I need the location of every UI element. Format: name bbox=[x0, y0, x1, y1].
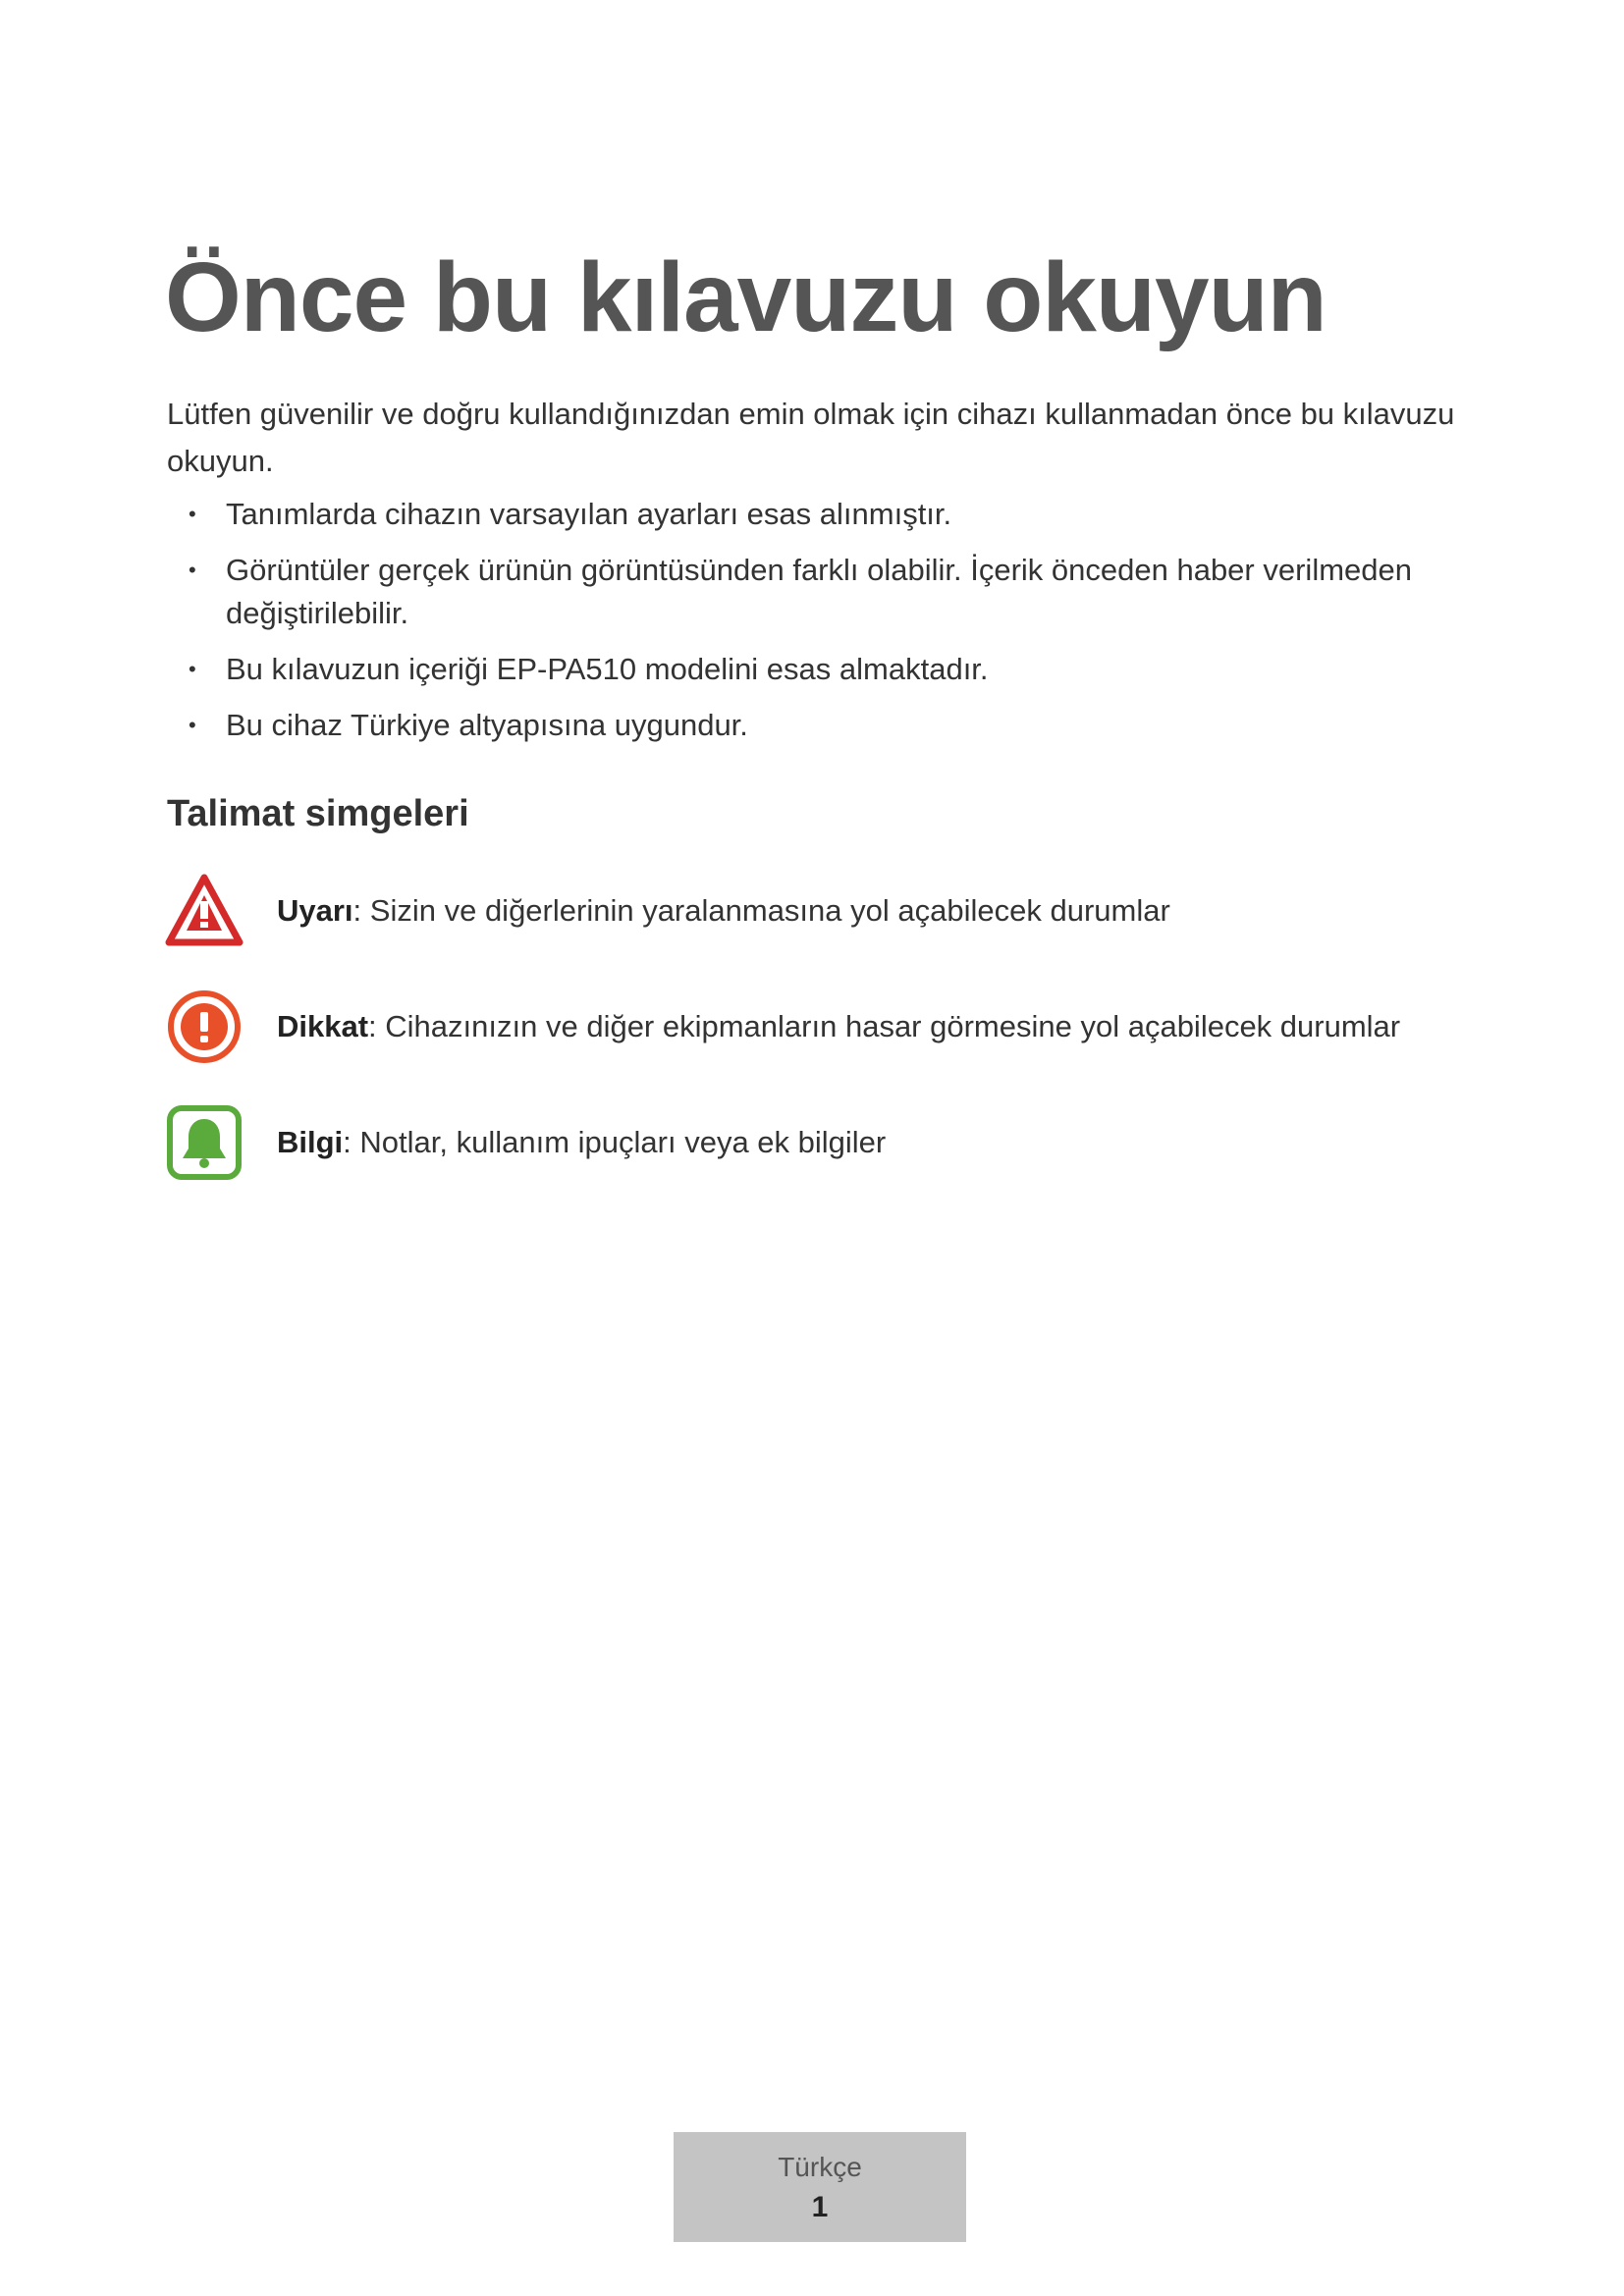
caution-circle-icon bbox=[165, 988, 244, 1066]
warning-triangle-icon bbox=[165, 872, 244, 950]
list-item-text: Bu cihaz Türkiye altyapısına uygundur. bbox=[226, 708, 748, 742]
page-number: 1 bbox=[811, 2191, 829, 2223]
list-item bbox=[167, 493, 1483, 536]
list-item bbox=[167, 704, 1483, 747]
bullet-dot-icon: • bbox=[189, 558, 196, 582]
notice-text: Dikkat: Cihazınızın ve diğer ekipmanların hasar görmesine yol açabilecek durumlar bbox=[277, 1009, 1401, 1043]
list-item bbox=[167, 648, 1483, 691]
notice-label: Bilgi bbox=[277, 1125, 344, 1159]
page-title: Önce bu kılavuzu okuyun bbox=[165, 242, 1326, 352]
bullet-dot-icon: • bbox=[189, 713, 196, 737]
bullet-dot-icon: • bbox=[189, 657, 196, 681]
notice-text: Uyarı: Sizin ve diğerlerinin yaralanmasına yol açabilecek durumlar bbox=[277, 893, 1170, 928]
footer-language: Türkçe bbox=[778, 2152, 862, 2182]
notice-warning bbox=[165, 872, 1520, 950]
notice-description: Cihazınızın ve diğer ekipmanların hasar görmesine yol açabilecek durumlar bbox=[385, 1009, 1401, 1043]
notice-description: Notlar, kullanım ipuçları veya ek bilgiler bbox=[359, 1125, 887, 1159]
notice-label: Dikkat bbox=[277, 1009, 369, 1043]
notice-caution bbox=[165, 988, 1520, 1066]
page-footer bbox=[674, 2132, 966, 2242]
bullet-list bbox=[167, 493, 1483, 760]
list-item-text: Tanımlarda cihazın varsayılan ayarları esas alınmıştır. bbox=[226, 497, 952, 531]
section-title: Talimat simgeleri bbox=[167, 793, 469, 834]
notice-info bbox=[165, 1103, 1520, 1182]
notice-description: Sizin ve diğerlerinin yaralanmasına yol açabilecek durumlar bbox=[369, 893, 1170, 928]
list-item-text: Görüntüler gerçek ürünün görüntüsünden farklı olabilir. İçerik önceden haber verilmeden değiştirilebilir. bbox=[226, 553, 1412, 630]
bullet-dot-icon: • bbox=[189, 502, 196, 526]
bell-note-icon bbox=[165, 1103, 244, 1182]
list-item bbox=[167, 549, 1483, 635]
list-item-text: Bu kılavuzun içeriği EP-PA510 modelini esas almaktadır. bbox=[226, 652, 989, 686]
intro-paragraph: Lütfen güvenilir ve doğru kullandığınızdan emin olmak için cihazı kullanmadan önce bu kılavuzu okuyun. bbox=[167, 397, 1455, 478]
notice-text: Bilgi: Notlar, kullanım ipuçları veya ek bilgiler bbox=[277, 1125, 887, 1159]
notice-label: Uyarı bbox=[277, 893, 353, 928]
